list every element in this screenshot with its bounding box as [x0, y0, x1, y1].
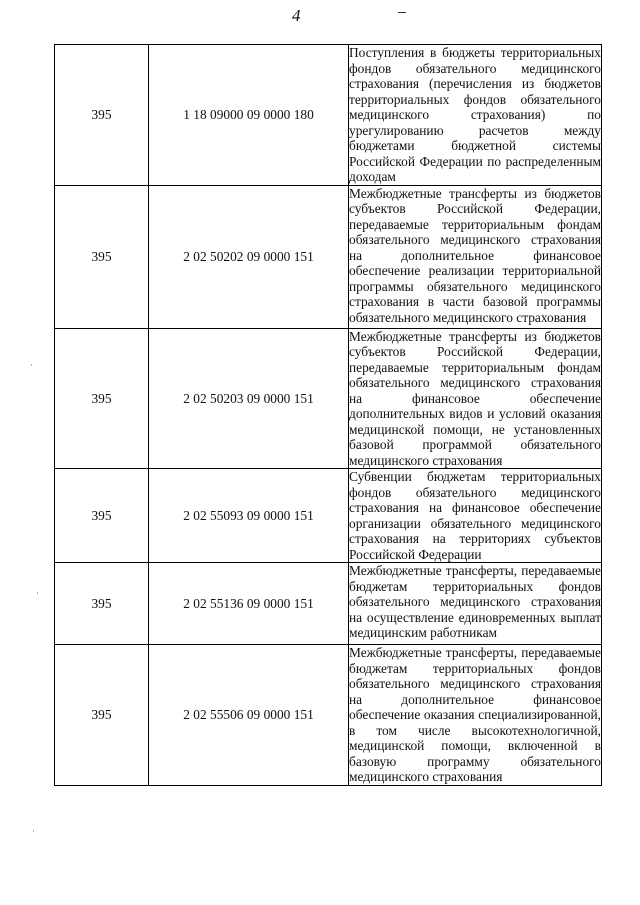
description-cell: Поступления в бюджеты территориальных фондов обязательного медицинского страхования (перечисления из бюджетов территориальных фондов обязательного медицинского страхования) по урегулированию расчетов между бюджетами бюджетной системы Российской Федерации по распределенным доходам [349, 45, 601, 184]
table-row [55, 45, 602, 186]
admin-code-cell: 395 [55, 45, 149, 186]
budget-code-cell: 2 02 55136 09 0000 151 [149, 563, 349, 645]
description-cell: Межбюджетные трансферты из бюджетов субъектов Российской Федерации, передаваемые территориальным фондам обязательного медицинского страхования на финансовое обеспечение дополнительных видов и условий оказания медицинской помощи, не установленных базовой программой обязательного медицинского страхования [349, 328, 601, 468]
admin-code-cell: 395 [55, 469, 149, 563]
admin-code-cell: 395 [55, 185, 149, 328]
description-cell: Межбюджетные трансферты, передаваемые бюджетам территориальных фондов обязательного медицинского страхования на осуществление единовременных выплат медицинским работникам [349, 563, 602, 645]
admin-code-cell: 395 [55, 328, 149, 469]
scan-speck: · [36, 588, 39, 598]
description-cell: Субвенции бюджетам территориальных фондов обязательного медицинского страхования на финансовое обеспечение организации обязательного медицинского страхования на территориях субъектов Российской Федерации [349, 469, 601, 562]
budget-code-cell: 2 02 55506 09 0000 151 [149, 645, 349, 786]
table-row [55, 328, 602, 469]
budget-code-cell: 2 02 50202 09 0000 151 [149, 185, 349, 328]
scan-speck: · [32, 826, 35, 836]
admin-code-cell: 395 [55, 563, 149, 645]
scan-speck: · [30, 360, 33, 370]
scan-mark [398, 12, 406, 13]
budget-code-cell: 2 02 50203 09 0000 151 [149, 328, 349, 469]
budget-code-cell: 2 02 55093 09 0000 151 [149, 469, 349, 563]
page-number: 4 [292, 6, 301, 25]
table-row [55, 563, 602, 645]
table-row [55, 469, 602, 563]
table-row [55, 645, 602, 786]
admin-code-cell: 395 [55, 645, 149, 786]
budget-codes-table [54, 44, 602, 786]
description-cell: Межбюджетные трансферты, передаваемые бюджетам территориальных фондов обязательного медицинского страхования на дополнительное финансовое обеспечение оказания специализированной, в том числе высокотехнологичной, медицинской помощи, включенной в базовую программу обязательного медицинского страхования [349, 645, 601, 784]
budget-code-cell: 1 18 09000 09 0000 180 [149, 45, 349, 186]
description-cell: Межбюджетные трансферты из бюджетов субъектов Российской Федерации, передаваемые территориальным фондам обязательного медицинского страхования на дополнительное финансовое обеспечение реализации территориальной программы обязательного медицинского страхования в части базовой программы обязательного медицинского страхования [349, 185, 602, 328]
table-row [55, 185, 602, 328]
